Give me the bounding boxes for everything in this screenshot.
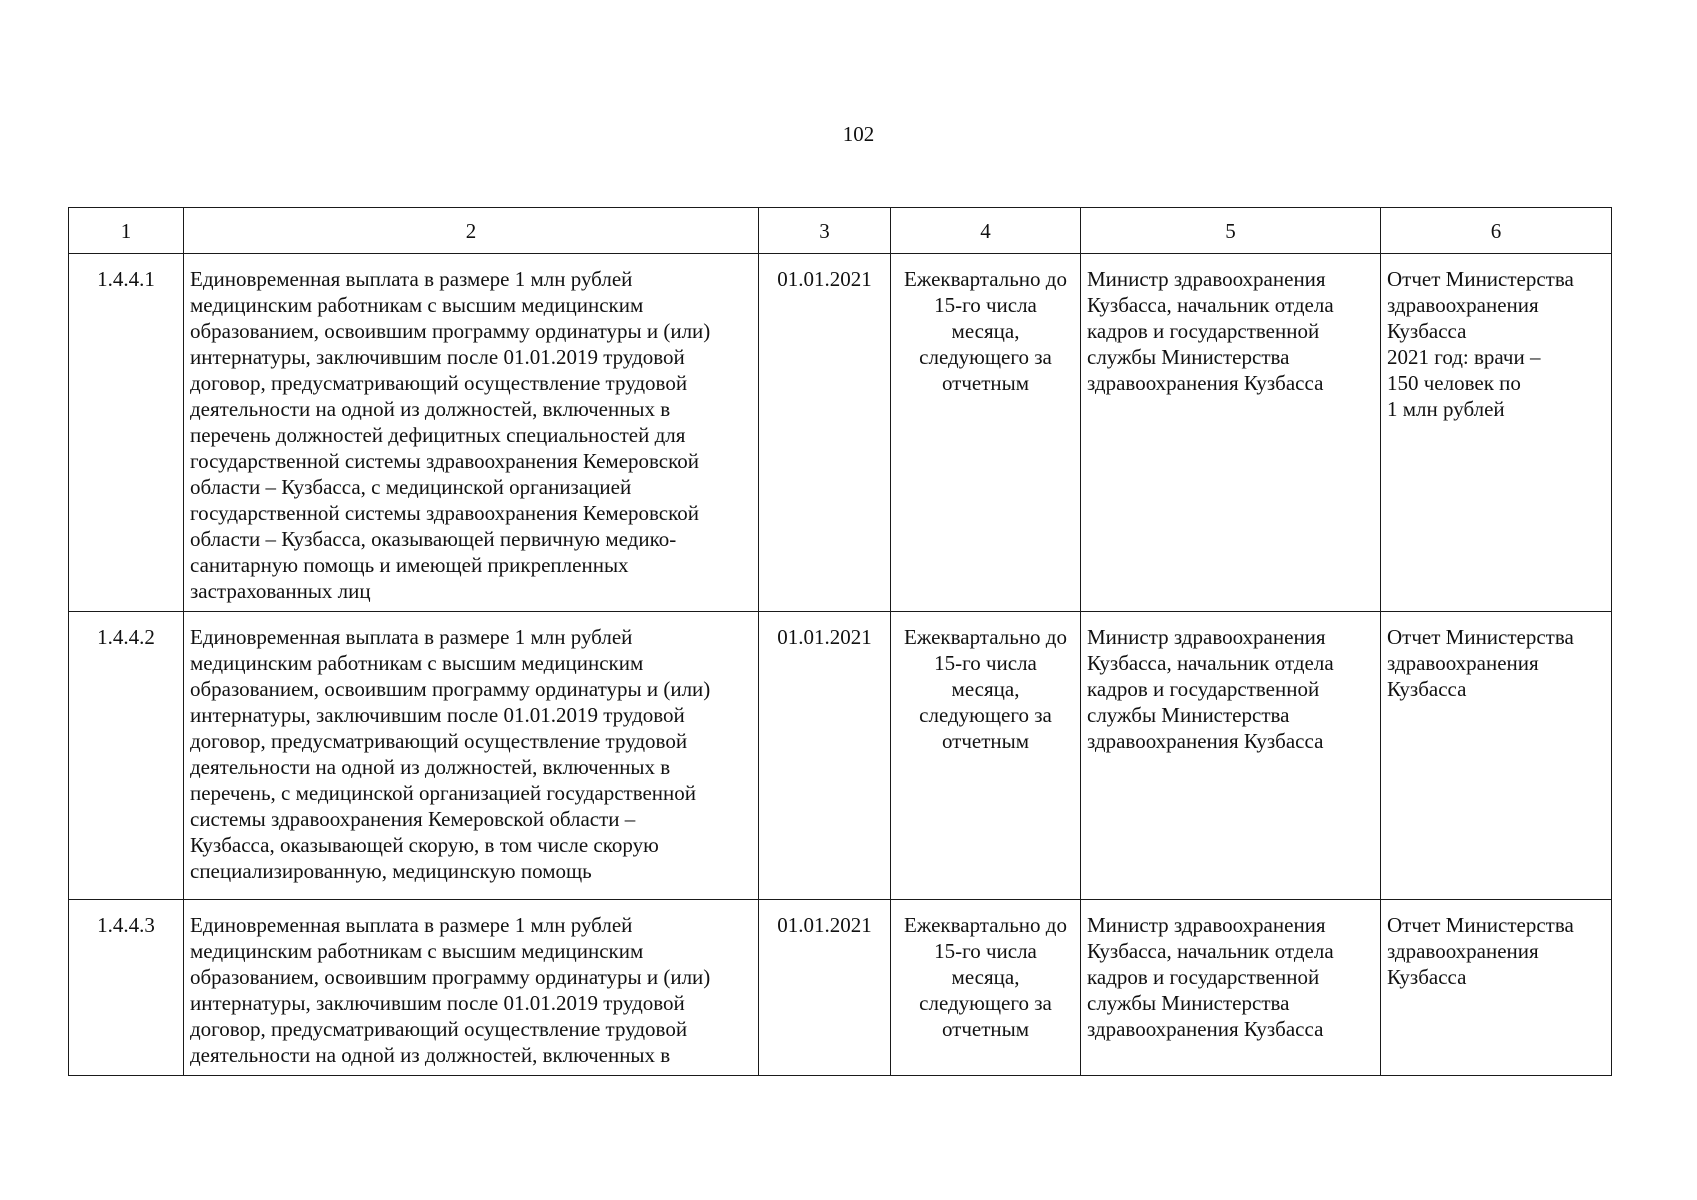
item-responsible: Министр здравоохранения Кузбасса, начальник отдела кадров и государственной службы Министерства здравоохранения Кузбасса [1081, 612, 1381, 900]
table-row [69, 254, 1612, 612]
item-description: Единовременная выплата в размере 1 млн рублей медицинским работникам с высшим медицинским образованием, освоившим программу ординатуры и (или) интернатуры, заключившим после 01.01.2019 трудовой договор, предусматривающий осуществление трудовой деятельности на одной из должностей, включенных в [184, 900, 759, 1076]
page-number: 102 [842, 122, 875, 146]
item-number: 1.4.4.1 [69, 254, 184, 612]
item-period: Ежеквартально до 15-го числа месяца, следующего за отчетным [891, 612, 1081, 900]
item-report: Отчет Министерства здравоохранения Кузбасса [1381, 612, 1612, 900]
table-row [69, 612, 1612, 900]
item-date: 01.01.2021 [759, 254, 891, 612]
item-responsible: Министр здравоохранения Кузбасса, начальник отдела кадров и государственной службы Министерства здравоохранения Кузбасса [1081, 900, 1381, 1076]
item-description: Единовременная выплата в размере 1 млн рублей медицинским работникам с высшим медицинским образованием, освоившим программу ординатуры и (или) интернатуры, заключившим после 01.01.2019 трудовой договор, предусматривающий осуществление трудовой деятельности на одной из должностей, включенных в перечень должностей дефицитных специальностей для государственной системы здравоохранения Кемеровской области – Кузбасса, с медицинской организацией государственной системы здравоохранения Кемеровской области – Кузбасса, оказывающей первичную медико- санитарную помощь и имеющей прикрепленных застрахованных лиц [184, 254, 759, 612]
column-header-2: 2 [184, 208, 759, 254]
item-report: Отчет Министерства здравоохранения Кузбасса [1381, 900, 1612, 1076]
column-header-6: 6 [1381, 208, 1612, 254]
column-header-1: 1 [69, 208, 184, 254]
item-report: Отчет Министерства здравоохранения Кузбасса 2021 год: врачи – 150 человек по 1 млн рублей [1381, 254, 1612, 612]
item-date: 01.01.2021 [759, 612, 891, 900]
item-description: Единовременная выплата в размере 1 млн рублей медицинским работникам с высшим медицинским образованием, освоившим программу ординатуры и (или) интернатуры, заключившим после 01.01.2019 трудовой договор, предусматривающий осуществление трудовой деятельности на одной из должностей, включенных в перечень, с медицинской организацией государственной системы здравоохранения Кемеровской области – Кузбасса, оказывающей скорую, в том числе скорую специализированную, медицинскую помощь [184, 612, 759, 900]
item-number: 1.4.4.2 [69, 612, 184, 900]
item-date: 01.01.2021 [759, 900, 891, 1076]
item-period: Ежеквартально до 15-го числа месяца, следующего за отчетным [891, 254, 1081, 612]
item-period: Ежеквартально до 15-го числа месяца, следующего за отчетным [891, 900, 1081, 1076]
item-number: 1.4.4.3 [69, 900, 184, 1076]
column-header-5: 5 [1081, 208, 1381, 254]
measures-table [68, 207, 1612, 1076]
item-responsible: Министр здравоохранения Кузбасса, начальник отдела кадров и государственной службы Министерства здравоохранения Кузбасса [1081, 254, 1381, 612]
table-row [69, 900, 1612, 1076]
column-header-4: 4 [891, 208, 1081, 254]
table-header-row [69, 208, 1612, 254]
column-header-3: 3 [759, 208, 891, 254]
